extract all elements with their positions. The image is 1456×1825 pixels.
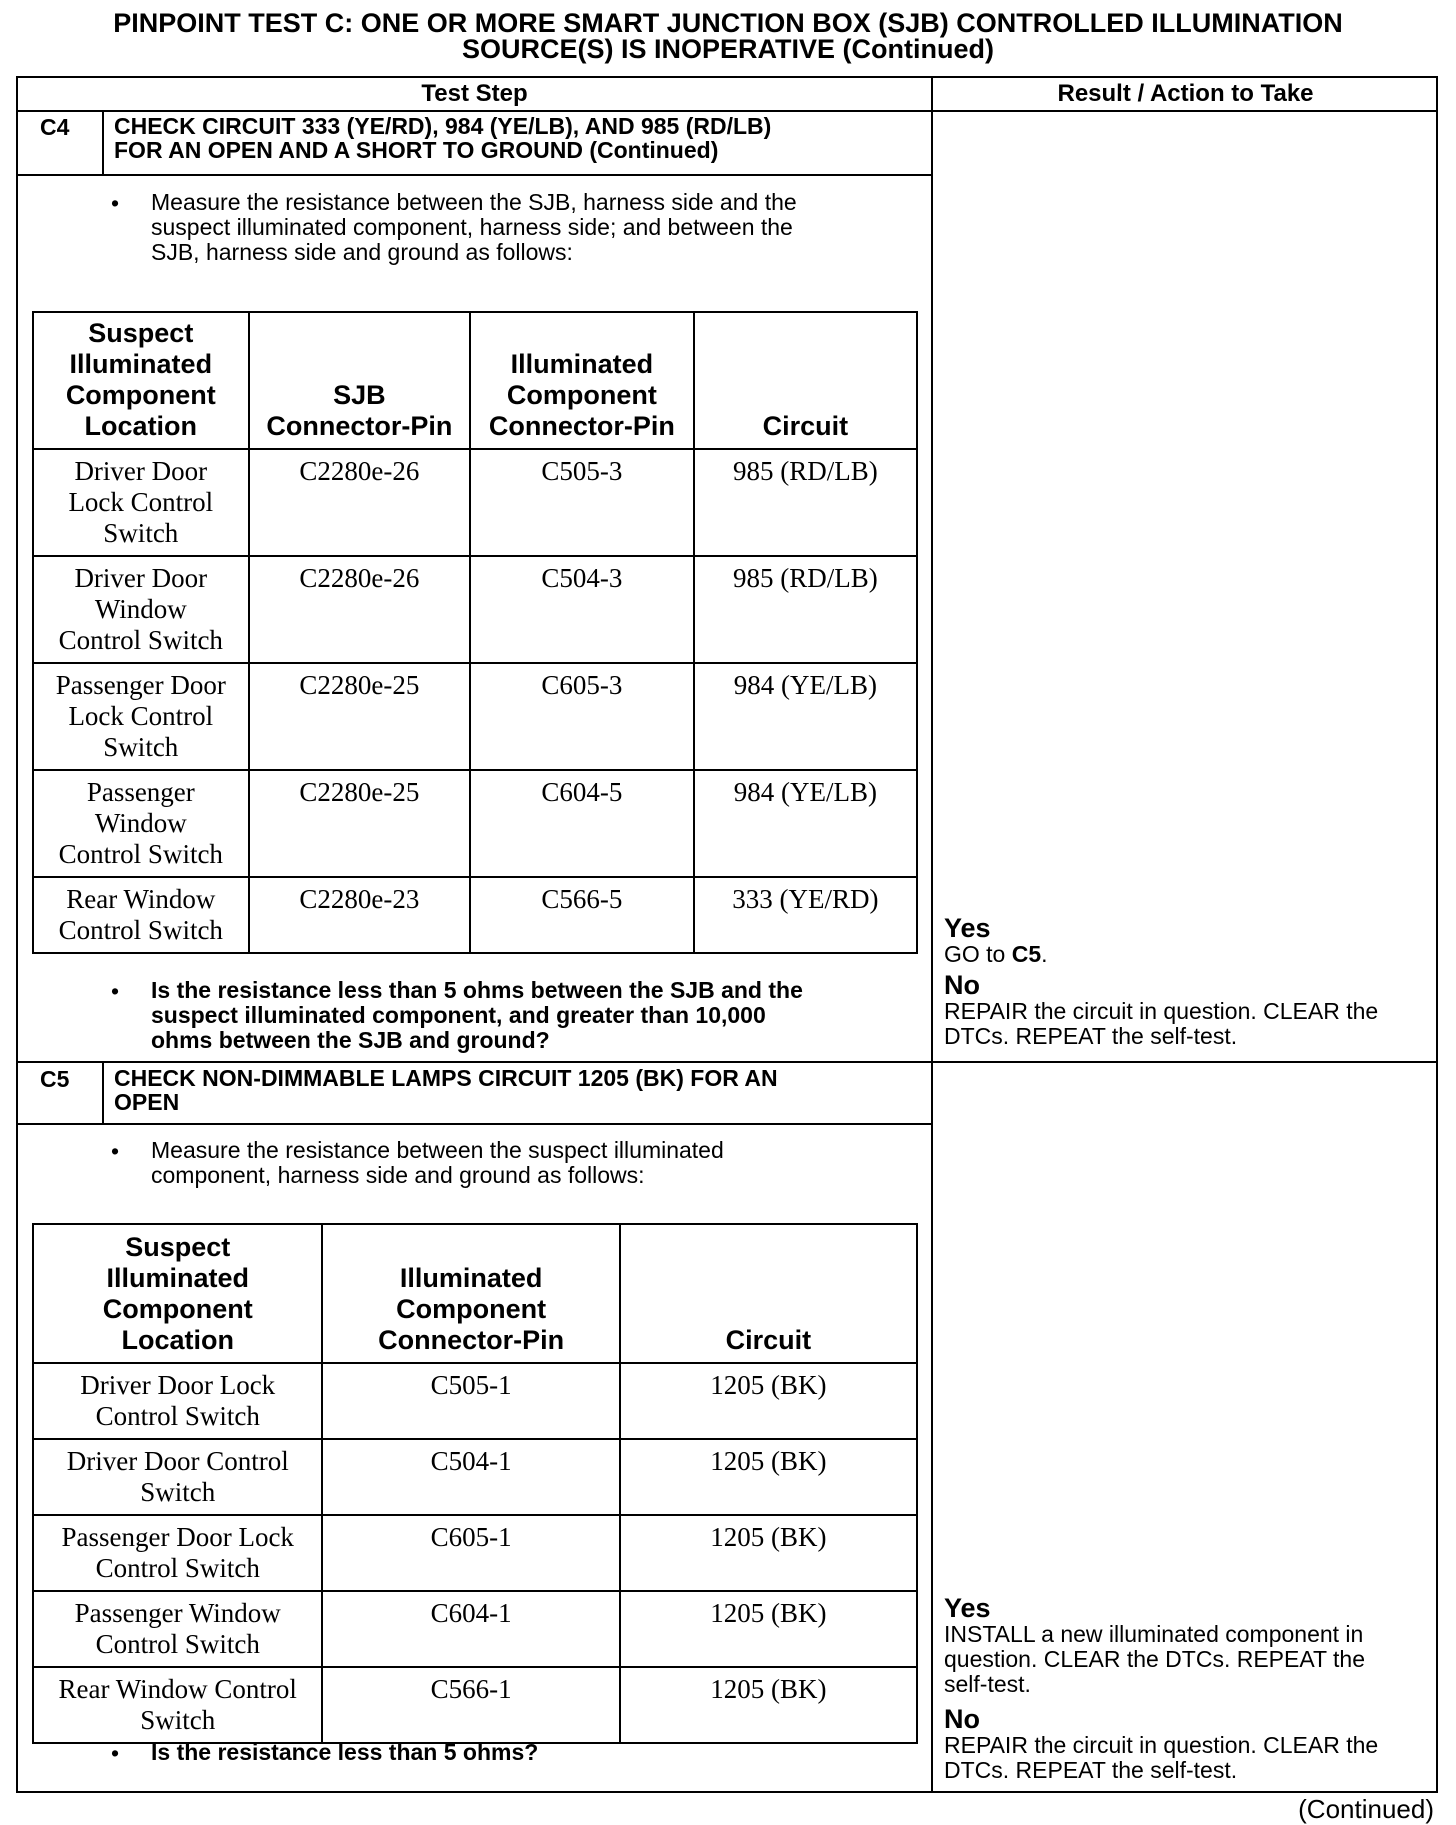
bullet-dot: • bbox=[111, 1138, 120, 1164]
c4-step-title: CHECK CIRCUIT 333 (YE/RD), 984 (YE/LB), AND 985 (RD/LB) FOR AN OPEN AND A SHORT TO GROUND (Continued) bbox=[114, 113, 772, 163]
circuit-cell: 333 (YE/RD) bbox=[694, 877, 917, 953]
component-pin-cell: C505-1 bbox=[322, 1363, 619, 1439]
sjb-pin-cell: C2280e-25 bbox=[249, 770, 471, 877]
circuit-cell: 985 (RD/LB) bbox=[694, 556, 917, 663]
result-header: Result / Action to Take bbox=[1057, 80, 1314, 107]
header-divider bbox=[18, 110, 1438, 112]
bullet-dot: • bbox=[111, 190, 120, 216]
circuit-cell: 1205 (BK) bbox=[620, 1667, 917, 1743]
no-action: REPAIR the circuit in question. CLEAR the DTCs. REPEAT the self-test. bbox=[944, 998, 1379, 1049]
circuit-cell: 985 (RD/LB) bbox=[694, 449, 917, 556]
component-pin-cell: C566-1 bbox=[322, 1667, 619, 1743]
c4-step-number: C4 bbox=[40, 114, 70, 140]
c5-instruction: Measure the resistance between the suspect illuminated component, harness side and ground as follows: bbox=[151, 1137, 724, 1188]
column-divider bbox=[931, 78, 933, 1793]
c4-instruction: Measure the resistance between the SJB, harness side and the suspect illuminated component, harness side; and between the SJB, harness side and ground as follows: bbox=[151, 189, 797, 265]
circuit-cell: 984 (YE/LB) bbox=[694, 770, 917, 877]
step-divider bbox=[18, 1061, 1438, 1063]
table-row bbox=[33, 556, 917, 663]
component-pin-cell: C605-3 bbox=[470, 663, 694, 770]
location-cell: Driver Door Lock Control Switch bbox=[33, 1363, 322, 1439]
bullet-dot: • bbox=[111, 978, 120, 1004]
sjb-pin-cell: C2280e-23 bbox=[249, 877, 471, 953]
location-cell: Passenger Door Lock Control Switch bbox=[33, 1515, 322, 1591]
c4-number-divider bbox=[102, 110, 104, 176]
table-row bbox=[33, 1667, 917, 1743]
yes-label: Yes bbox=[944, 913, 991, 943]
column-header: Circuit bbox=[620, 1224, 917, 1363]
page-title-line-1: PINPOINT TEST C: ONE OR MORE SMART JUNCTION BOX (SJB) CONTROLLED ILLUMINATION bbox=[113, 8, 1343, 38]
c5-result bbox=[944, 1594, 1436, 1783]
component-pin-cell: C604-1 bbox=[322, 1591, 619, 1667]
component-pin-cell: C505-3 bbox=[470, 449, 694, 556]
c5-question: Is the resistance less than 5 ohms? bbox=[151, 1739, 539, 1765]
sjb-pin-cell: C2280e-26 bbox=[249, 449, 471, 556]
component-pin-cell: C604-5 bbox=[470, 770, 694, 877]
table-header-row bbox=[33, 312, 917, 449]
circuit-cell: 1205 (BK) bbox=[620, 1515, 917, 1591]
c5-measurement-table bbox=[32, 1223, 918, 1744]
circuit-cell: 984 (YE/LB) bbox=[694, 663, 917, 770]
c4-title-divider bbox=[18, 174, 931, 176]
c4-measurement-table bbox=[32, 311, 918, 954]
location-cell: Passenger Door Lock Control Switch bbox=[33, 663, 249, 770]
column-header: Illuminated Component Connector-Pin bbox=[470, 312, 694, 449]
location-cell: Passenger Window Control Switch bbox=[33, 1591, 322, 1667]
yes-action: INSTALL a new illuminated component in question. CLEAR the DTCs. REPEAT the self-test. bbox=[944, 1621, 1365, 1697]
component-pin-cell: C504-3 bbox=[470, 556, 694, 663]
bullet-dot: • bbox=[111, 1740, 120, 1766]
yes-action: GO to C5. bbox=[944, 941, 1048, 967]
yes-label: Yes bbox=[944, 1593, 991, 1623]
pinpoint-test-table bbox=[16, 76, 1438, 1793]
c5-number-divider bbox=[102, 1061, 104, 1125]
c4-question: Is the resistance less than 5 ohms between the SJB and the suspect illuminated component, and greater than 10,000 ohms between the SJB and ground? bbox=[151, 977, 803, 1053]
location-cell: Rear Window Control Switch bbox=[33, 1667, 322, 1743]
component-pin-cell: C605-1 bbox=[322, 1515, 619, 1591]
table-header-row bbox=[33, 1224, 917, 1363]
location-cell: Driver Door Lock Control Switch bbox=[33, 449, 249, 556]
table-row bbox=[33, 1439, 917, 1515]
c5-step-number: C5 bbox=[40, 1066, 70, 1092]
no-action: REPAIR the circuit in question. CLEAR the DTCs. REPEAT the self-test. bbox=[944, 1732, 1379, 1783]
location-cell: Driver Door Window Control Switch bbox=[33, 556, 249, 663]
table-row bbox=[33, 449, 917, 556]
sjb-pin-cell: C2280e-25 bbox=[249, 663, 471, 770]
table-row bbox=[33, 663, 917, 770]
c5-title-divider bbox=[18, 1123, 931, 1125]
column-header: SJB Connector-Pin bbox=[249, 312, 471, 449]
c4-result bbox=[944, 914, 1436, 1049]
location-cell: Rear Window Control Switch bbox=[33, 877, 249, 953]
circuit-cell: 1205 (BK) bbox=[620, 1363, 917, 1439]
column-header: Suspect Illuminated Component Location bbox=[33, 1224, 322, 1363]
column-header: Circuit bbox=[694, 312, 917, 449]
page-title bbox=[0, 10, 1456, 62]
c5-step-title: CHECK NON-DIMMABLE LAMPS CIRCUIT 1205 (BK) FOR AN OPEN bbox=[114, 1065, 778, 1115]
table-row bbox=[33, 1591, 917, 1667]
circuit-cell: 1205 (BK) bbox=[620, 1591, 917, 1667]
continued-footer: (Continued) bbox=[1298, 1794, 1434, 1824]
table-row bbox=[33, 770, 917, 877]
location-cell: Driver Door Control Switch bbox=[33, 1439, 322, 1515]
column-header: Illuminated Component Connector-Pin bbox=[322, 1224, 619, 1363]
circuit-cell: 1205 (BK) bbox=[620, 1439, 917, 1515]
sjb-pin-cell: C2280e-26 bbox=[249, 556, 471, 663]
page-title-line-2: SOURCE(S) IS INOPERATIVE (Continued) bbox=[462, 34, 994, 64]
table-row bbox=[33, 877, 917, 953]
no-label: No bbox=[944, 1704, 980, 1734]
no-label: No bbox=[944, 970, 980, 1000]
location-cell: Passenger Window Control Switch bbox=[33, 770, 249, 877]
column-header: Suspect Illuminated Component Location bbox=[33, 312, 249, 449]
table-row bbox=[33, 1515, 917, 1591]
test-step-header: Test Step bbox=[421, 80, 528, 107]
component-pin-cell: C504-1 bbox=[322, 1439, 619, 1515]
table-row bbox=[33, 1363, 917, 1439]
component-pin-cell: C566-5 bbox=[470, 877, 694, 953]
